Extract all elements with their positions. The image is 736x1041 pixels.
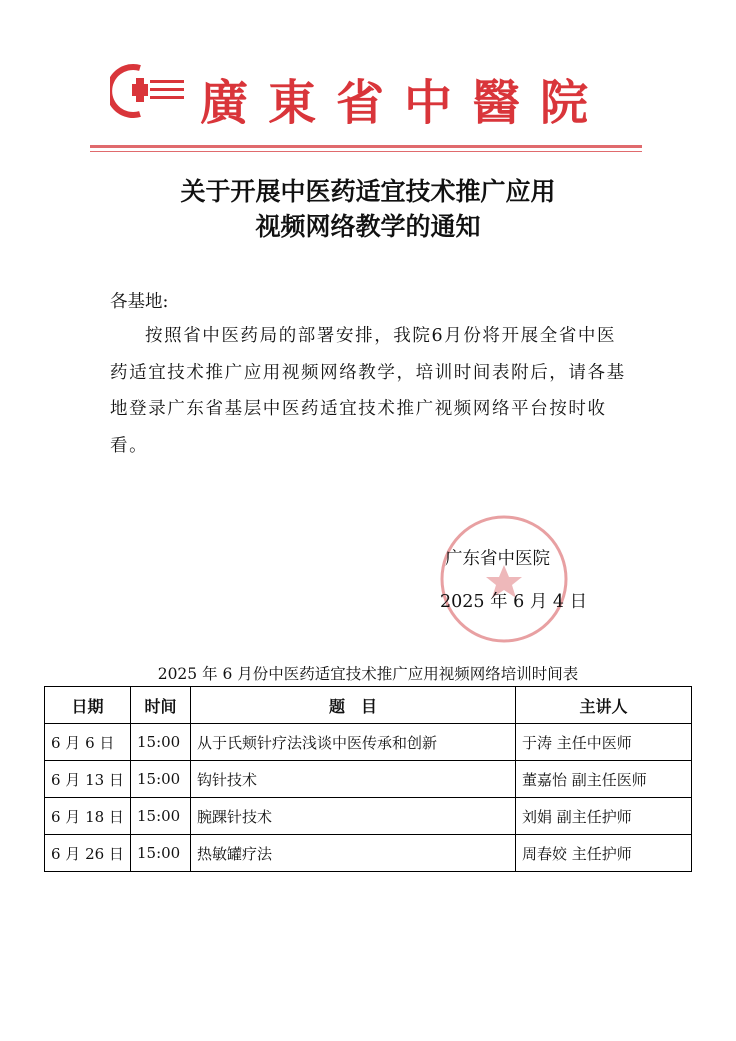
table-header-row: [45, 687, 692, 724]
cell-speaker: 董嘉怡 副主任医师: [516, 761, 692, 798]
header-time: 时间: [131, 687, 191, 724]
table-row: [45, 835, 692, 872]
hospital-logo-icon: [110, 62, 186, 118]
cell-topic: 从于氏颊针疗法浅谈中医传承和创新: [191, 724, 516, 761]
cell-time: 15:00: [131, 724, 191, 761]
cell-date: 6 月 6 日: [45, 724, 131, 761]
schedule-title: 2025 年 6 月份中医药适宜技术推广应用视频网络培训时间表: [157, 665, 579, 683]
notice-body: 按照省中医药局的部署安排，我院6月份将开展全省中医药适宜技术推广应用视频网络教学，培训时间表附后，请各基地登录广东省基层中医药适宜技术推广视频网络平台按时收看。: [110, 326, 626, 456]
notice-title-line1: 关于开展中医药适宜技术推广应用: [180, 177, 556, 206]
letterhead-divider: [90, 145, 642, 148]
official-seal-icon: [438, 513, 570, 645]
schedule-table: [44, 686, 692, 872]
cell-topic: 腕踝针技术: [191, 798, 516, 835]
notice-title-line2: 视频网络教学的通知: [255, 212, 481, 241]
cell-topic: 钩针技术: [191, 761, 516, 798]
table-row: [45, 798, 692, 835]
cell-speaker: 周春姣 主任护师: [516, 835, 692, 872]
signer: 广东省中医院: [445, 549, 550, 569]
table-row: [45, 724, 692, 761]
sign-date: 2025 年 6 月 4 日: [440, 592, 588, 612]
cell-date: 6 月 18 日: [45, 798, 131, 835]
salutation: 各基地:: [110, 292, 169, 312]
cell-time: 15:00: [131, 835, 191, 872]
header-topic: 题 目: [191, 687, 516, 724]
cell-time: 15:00: [131, 798, 191, 835]
cell-date: 6 月 13 日: [45, 761, 131, 798]
letterhead-divider-thin: [90, 151, 642, 152]
cell-date: 6 月 26 日: [45, 835, 131, 872]
header-date: 日期: [45, 687, 131, 724]
cell-time: 15:00: [131, 761, 191, 798]
header-speaker: 主讲人: [516, 687, 692, 724]
letterhead: [100, 58, 640, 131]
cell-speaker: 刘娟 副主任护师: [516, 798, 692, 835]
cell-topic: 热敏罐疗法: [191, 835, 516, 872]
table-row: [45, 761, 692, 798]
hospital-name: 廣東省中醫院: [200, 75, 609, 131]
cell-speaker: 于涛 主任中医师: [516, 724, 692, 761]
